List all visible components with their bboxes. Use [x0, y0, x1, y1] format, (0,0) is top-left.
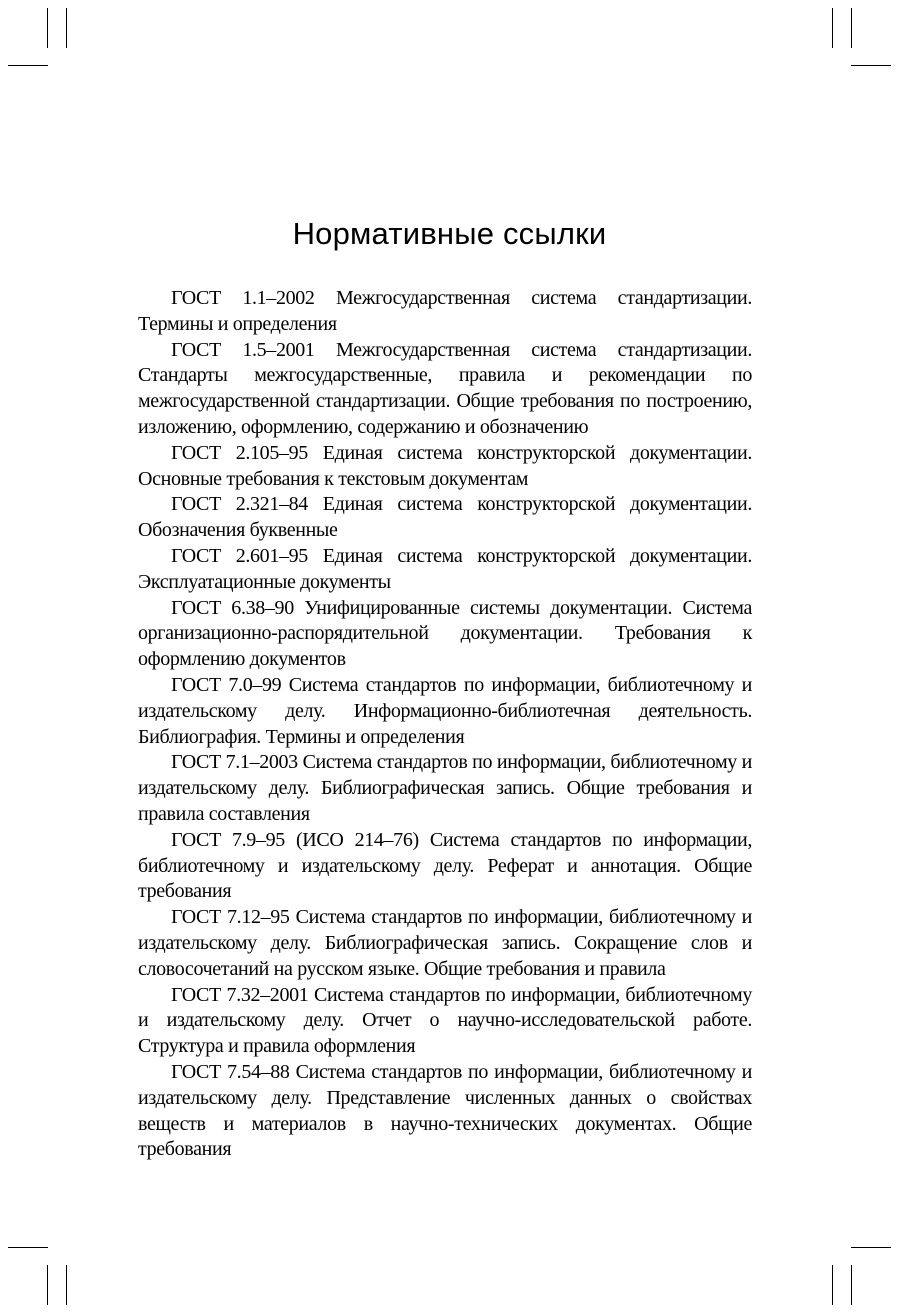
crop-mark-bottom-right-inner — [832, 1265, 833, 1305]
reference-item: ГОСТ 1.1–2002 Межгосударственная система стандартизации. Термины и определения — [138, 287, 752, 335]
crop-mark-bottom-left-outer — [47, 1265, 48, 1305]
reference-item: ГОСТ 6.38–90 Унифицированные системы документации. Система организационно-распорядительной документации. Требования к оформлению документов — [138, 596, 752, 671]
crop-mark-top-right-inner — [832, 8, 833, 48]
crop-mark-bottom-left-horizontal — [8, 1247, 48, 1248]
reference-item: ГОСТ 7.1–2003 Система стандартов по информации, библиотечному и издательскому делу. Библиографическая запись. Общие требования и правила составления — [138, 751, 752, 825]
reference-item: ГОСТ 7.12–95 Система стандартов по информации, библиотечному и издательскому делу. Библиографическая запись. Сокращение слов и словосочетаний на русском языке. Общие требования и правила — [138, 906, 752, 980]
reference-item: ГОСТ 1.5–2001 Межгосударственная система стандартизации. Стандарты межгосударственные, правила и рекомендации по межгосударственной стандартизации. Общие требования по построению, изложению, оформлению, содержанию и обозначению — [138, 338, 752, 438]
crop-mark-top-left-outer — [47, 8, 48, 48]
reference-item: ГОСТ 7.9–95 (ИСО 214–76) Система стандартов по информации, библиотечному и издательскому делу. Реферат и аннотация. Общие требования — [138, 828, 752, 903]
crop-mark-bottom-left-inner — [66, 1265, 67, 1305]
crop-mark-top-left-horizontal — [8, 65, 48, 66]
crop-mark-top-right-outer — [851, 8, 852, 48]
crop-mark-top-right-horizontal — [851, 65, 891, 66]
crop-mark-top-left-inner — [66, 8, 67, 48]
reference-item: ГОСТ 7.32–2001 Система стандартов по информации, библиотечному и издательскому делу. Отчет о научно-исследовательской работе. Структура и правила оформления — [138, 983, 752, 1058]
reference-item: ГОСТ 2.601–95 Единая система конструкторской документации. Эксплуатационные документы — [138, 544, 752, 593]
reference-item: ГОСТ 2.321–84 Единая система конструкторской документации. Обозначения буквенные — [138, 493, 752, 542]
page-title: Нормативные ссылки — [292, 216, 607, 251]
crop-mark-bottom-right-outer — [851, 1265, 852, 1305]
references-list — [138, 286, 752, 1163]
crop-mark-bottom-right-horizontal — [851, 1247, 891, 1248]
reference-item: ГОСТ 2.105–95 Единая система конструкторской документации. Основные требования к текстовым документам — [138, 441, 752, 490]
reference-item: ГОСТ 7.0–99 Система стандартов по информации, библиотечному и издательскому делу. Информационно-библиотечная деятельность. Библиография. Термины и определения — [138, 673, 752, 748]
reference-item: ГОСТ 7.54–88 Система стандартов по информации, библиотечному и издательскому делу. Представление численных данных о свойствах веществ и материалов в научно-технических документах. Общие требования — [138, 1060, 752, 1161]
